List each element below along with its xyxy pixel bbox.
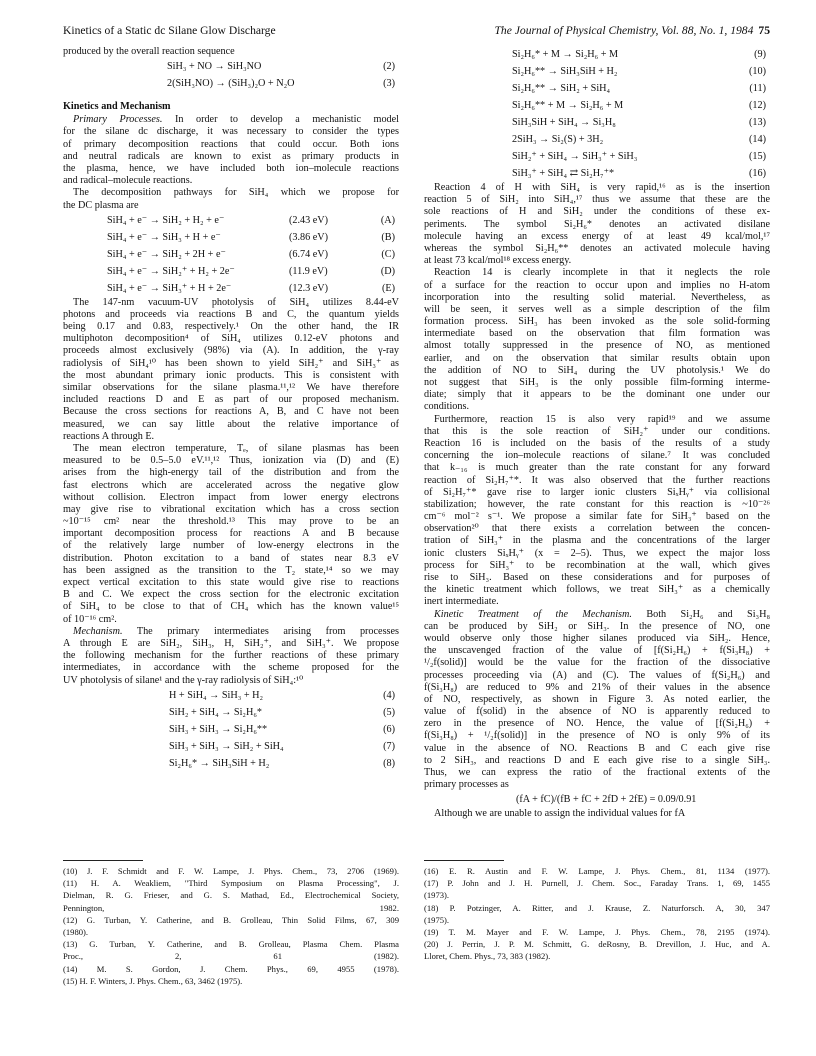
text-line: being 0.17 and 0.83, respectively.¹ On the other hand, the IR	[63, 321, 399, 333]
text-line: diate; simply that it appears to be the dominant one under our	[424, 389, 770, 401]
text-line: the following mechanism for the further reactions of these primary	[63, 650, 399, 662]
paragraph-reaction-14	[424, 267, 770, 413]
equation-number: (15)	[749, 151, 766, 162]
equation-row	[63, 246, 399, 263]
equation-number: (4)	[383, 689, 395, 701]
equation-expression: SiH₂⁺ + SiH₄ → SiH₃⁺ + SiH₃	[512, 151, 638, 162]
running-header-title: Kinetics of a Static dc Silane Glow Discharge	[63, 24, 276, 37]
equation-row	[424, 46, 770, 63]
text-line: proceeds almost exclusively (98%) via (A). In addition, the γ-ray	[63, 345, 399, 357]
text-line: The 147-nm vacuum-UV photolysis of SiH₄ utilizes 8.44-eV	[73, 296, 399, 308]
left-column	[63, 46, 399, 772]
text-line: of 10⁻¹⁶ cm².	[63, 613, 117, 625]
text-line: (11) H. A. Weakliem, "Third Symposium on Plasma Processing", J.	[63, 878, 399, 889]
equation-expression: Si₂H₆* → SiH₃SiH + H₂	[169, 757, 270, 769]
text-line: (13) G. Turban, Y. Catherine, and B. Grolleau, Plasma Chem. Plasma	[63, 939, 399, 950]
text-line: Dielman, R. G. Frieser, and G. S. Mathad, Ed., Electrochemical Society,	[63, 890, 399, 901]
footnote-rule-right	[424, 860, 504, 861]
text-line: without collision. Electron impact from lower energy electrons	[63, 491, 399, 503]
text-line: f(Si₃H₈) are reduced to 9% and 21% of their values in the absence	[424, 681, 770, 693]
text-line: (17) P. John and J. H. Purnell, J. Chem. Soc., Faraday Trans. 1, 69, 1455	[424, 878, 770, 889]
text-line: UV photolysis of silane¹ and the γ-ray radiolysis of SiH₄:¹⁰	[63, 674, 304, 686]
text-line: that this is the sole reaction of SiH₂⁺ under our conditions.	[424, 425, 770, 437]
text-line: of Si₂H₇⁺* gave rise to larger ionic clusters SiₓHᵧ⁺ via collisional	[424, 486, 770, 498]
text-line: expect vertical excitation to this state would give rise to reactions	[63, 577, 399, 588]
text-line: earlier, and on the observation that similar results obtain upon	[424, 352, 770, 364]
equation-group-a	[63, 58, 399, 92]
equation-energy: (2.43 eV)	[289, 214, 329, 226]
text-line: whereas the symbol Si₂H₆** denotes an activated molecule having	[424, 242, 770, 254]
equation-number: (D)	[380, 265, 395, 277]
text-line: of primary decomposition reactions that could occur. Both ions	[63, 138, 399, 150]
text-line: (16) E. R. Austin and F. W. Lampe, J. Phys. Chem., 81, 1134 (1977).	[424, 866, 770, 876]
equation-number: (13)	[749, 117, 766, 128]
equation-group-c	[63, 687, 399, 772]
text-line: would observe only those higher silanes produced via SiH₂. Hence,	[424, 632, 770, 644]
equation-row	[424, 148, 770, 165]
text-line: of the relatively large number of low-energy electrons in the	[63, 540, 399, 552]
equation-expression: SiH₄ + e⁻ → SiH₂ + H₂ + e⁻	[107, 214, 225, 226]
paragraph-electron-temperature	[63, 443, 399, 626]
equation-expression: SiH₃ + SiH₃ → SiH₂ + SiH₄	[169, 740, 284, 752]
text-line: may give rise to vibrational excitation which has a cross section	[63, 503, 399, 515]
paragraph-lead: Mechanism.	[73, 625, 123, 637]
text-line: B and C. We expect the cross section for the electronic excitation	[63, 589, 399, 601]
ratio-equation-text: (fA + fC)/(fB + fC + 2fD + 2fE) = 0.09/0.91	[516, 794, 697, 806]
paragraph-lead: Primary Processes.	[73, 114, 163, 126]
text-line: (10) J. F. Schmidt and F. W. Lampe, J. Phys. Chem., 73, 2706 (1969).	[63, 866, 399, 876]
equation-expression: SiH₄ + e⁻ → SiH₂⁺ + H₂ + 2e⁻	[107, 265, 235, 277]
paragraph-kinetic-treatment	[424, 609, 770, 792]
text-line	[63, 114, 399, 126]
paragraph-reaction-15	[424, 414, 770, 609]
equation-group-b	[63, 212, 399, 297]
text-line: rise to SiH₃. Based on these considerations and for purposes of	[424, 572, 770, 583]
equation-row	[63, 687, 399, 704]
paragraph-lead: Kinetic Treatment of the Mechanism.	[434, 608, 632, 620]
equation-number: (14)	[749, 134, 766, 145]
text-line: Although we are unable to assign the individual values for fA	[434, 808, 686, 820]
equation-number: (10)	[749, 66, 766, 77]
text-line: f(Si₃H₈) + ¹/₂f(solid)] in the presence of NO is only 9% of its	[424, 730, 770, 742]
text-line: can be produced by SiH₂ or SiH₃. In the presence of NO, one	[424, 620, 770, 632]
text-line: ¹/₂f(solid)] would be the value for the fraction of the dissociative	[424, 657, 770, 669]
text-line: radiolysis of SiH₄¹⁰ has been shown to yield SiH₂⁺ and SiH₃⁺ as	[63, 357, 399, 369]
paragraph-reaction-4	[424, 182, 770, 267]
text-line: stabilization; however, the rate constant for this reaction is ~10⁻²⁶	[424, 498, 770, 510]
text-line: processes proceeding via (A) and (C). The values of f(Si₂H₆) and	[424, 669, 770, 681]
text-line: tration of SiH₃⁺ in the plasma and the concentrations of the larger	[424, 535, 770, 547]
paragraph-photolysis	[63, 297, 399, 443]
intro-text: produced by the overall reaction sequence	[63, 46, 235, 57]
equation-expression: SiH₃ + SiH₃ → Si₂H₆**	[169, 723, 268, 735]
equation-expression: SiH₄ + e⁻ → SiH₃⁺ + H + 2e⁻	[107, 282, 232, 294]
equation-row	[424, 114, 770, 131]
text-line: reactions A through E.	[63, 430, 155, 442]
equation-number: (9)	[754, 49, 766, 60]
paragraph-closing	[424, 808, 770, 820]
equation-expression: H + SiH₄ → SiH₃ + H₂	[169, 689, 264, 701]
text-line: that k₋₁₆ is much greater than the rate constant for any forward	[424, 462, 770, 474]
text-line: included reactions D and E as part of our proposed mechanism.	[63, 394, 399, 406]
text-line: the plasma, hence, we have included both ion–molecule reactions	[63, 162, 399, 174]
text-line: photons and proceeds via reactions B and C, the quantum yields	[63, 308, 399, 320]
text-line: Reaction 4 of H with SiH₄ is very rapid,¹⁶ as is the insertion	[434, 182, 770, 193]
equation-number: (6)	[383, 723, 395, 735]
text-line: (20) J. Perrin, J. P. M. Schmitt, G. deRosny, B. Drevillon, J. Huc, and A.	[424, 939, 770, 950]
equation-energy: (3.86 eV)	[289, 231, 329, 243]
text-line: (14) M. S. Gordon, J. Chem. Phys., 69, 4955 (1978).	[63, 963, 399, 974]
equation-number: (7)	[383, 740, 395, 752]
equation-expression: Si₂H₆* + M → Si₂H₆ + M	[512, 49, 619, 60]
paragraph-mechanism	[63, 626, 399, 687]
equation-row	[63, 704, 399, 721]
text-line: Furthermore, reaction 15 is also very rapid¹⁹ and we assume	[434, 413, 770, 425]
equation-row	[63, 280, 399, 297]
equation-number: (16)	[749, 168, 766, 179]
text-line: molecule having an excess energy of at least 49 kcal/mol,¹⁷	[424, 230, 770, 242]
equation-number: (C)	[381, 248, 395, 260]
equation-row	[63, 212, 399, 229]
text-line: The decomposition pathways for SiH₄ which we propose for	[73, 187, 399, 199]
text-line	[63, 626, 399, 638]
text-line: ionic clusters SiₓHᵧ⁺ (x = 2–5). Thus, we expect the major loss	[424, 547, 770, 559]
equation-number: (2)	[383, 61, 395, 73]
text-line: arises from the high-energy tail of the distribution and from the	[63, 467, 399, 479]
footnotes-right	[424, 866, 770, 962]
text-line: the unscavenged fraction of the value of [f(Si₂H₆) + f(Si₃H₈) +	[424, 645, 770, 657]
equation-energy: (12.3 eV)	[289, 282, 329, 294]
equation-energy: (6.74 eV)	[289, 248, 329, 260]
text-line: Lloret, Chem. Phys., 73, 383 (1982).	[424, 951, 551, 962]
text-line: Reaction 16 is included on the basis of the results of a study	[424, 437, 770, 449]
text-line: Thus, we can express the ratio of the fractional extents of the	[424, 767, 770, 778]
right-column	[424, 46, 770, 821]
equation-expression: Si₂H₆** + M → Si₂H₆ + M	[512, 100, 624, 111]
text-line: cm⁻⁶ mol⁻² s⁻¹. We propose a similar fate for SiH₃⁺ based on the	[424, 511, 770, 523]
text-line: multiphoton decomposition⁴ of SiH₄ utilizes 0.12-eV photons and	[63, 333, 399, 345]
equation-row	[63, 75, 399, 92]
equation-number: (8)	[383, 757, 395, 769]
journal-citation: The Journal of Physical Chemistry, Vol. 88, No. 1, 1984	[494, 24, 754, 37]
text-line: incorporation into the resulting solid material. Nevertheless, as	[424, 291, 770, 303]
text-line: not suggest that SiH₃ is the only possible film-forming interme-	[424, 377, 770, 388]
text-line: concerning the ion–molecule reactions of silane.⁷ It was concluded	[424, 450, 770, 462]
text-line: of NO, respectively, as shown in Figure 3. As noted earlier, the	[424, 693, 770, 705]
text-line	[424, 609, 770, 621]
text-line: to 2 SiH₃, and reactions D and E each give rise to a single SiH₃.	[424, 754, 770, 766]
equation-number: (E)	[381, 282, 395, 294]
equation-row	[63, 721, 399, 738]
text-line: intermediates, in accordance with the scheme proposed for the	[63, 662, 399, 674]
text-line: The mean electron temperature, Tₑ, of silane plasmas has been	[73, 442, 399, 454]
text-line: will be seen, it serves well as a simple description of the film	[424, 303, 770, 315]
text-line: observation²⁰ that there exists a correlation between the concen-	[424, 523, 770, 535]
equation-number: (3)	[383, 78, 395, 90]
equation-row	[63, 755, 399, 772]
text-line: inert intermediate.	[424, 596, 499, 608]
line-text: In order to develop a mechanistic model	[174, 114, 399, 126]
text-line: conditions.	[424, 401, 469, 413]
text-line: the kinetic treatment which follows, we treat SiH₃⁺ as a chemically	[424, 584, 770, 596]
equation-expression: SiH₄ + e⁻ → SiH₃ + H + e⁻	[107, 231, 221, 243]
section-title: Kinetics and Mechanism	[63, 101, 171, 113]
text-line: (19) T. M. Mayer and F. W. Lampe, J. Phys. Chem., 78, 2195 (1974).	[424, 926, 770, 937]
equation-number: (11)	[749, 83, 766, 94]
equation-row	[63, 229, 399, 246]
text-line: measured, we can say little about the relative importance of	[63, 418, 399, 430]
text-line: periments. The symbol Si₂H₆* denotes an activated disilane	[424, 218, 770, 230]
line-text: The primary intermediates arising from processes	[136, 625, 399, 637]
text-line: (18) P. Potzinger, A. Ritter, and J. Krause, Z. Naturforsch. A, 30, 347	[424, 902, 770, 913]
equation-number: (12)	[749, 100, 766, 111]
text-line: zero in the presence of NO. Hence, the value of [f(Si₂H₆) +	[424, 718, 770, 730]
equation-expression: 2SiH₃ → Si₂(S) + 3H₂	[512, 134, 604, 145]
equation-expression: SiH₂ + SiH₄ → Si₂H₆*	[169, 706, 262, 718]
paragraph-primary-processes	[63, 114, 399, 187]
text-line: ~10⁻¹⁵ cm² near the threshold.¹³ This may prove to be an	[63, 516, 399, 528]
footnote-rule-left	[63, 860, 143, 861]
equation-group-d	[424, 46, 770, 182]
line-text: Both Si₂H₆ and Si₃H₈	[646, 608, 770, 620]
text-line: A through E are SiH₂, SiH₃, H, SiH₂⁺, and SiH₃⁺. We propose	[63, 637, 399, 649]
text-line: almost totally suppressed in the presence of NO, as mentioned	[424, 340, 770, 352]
text-line: the DC plasma are	[63, 199, 139, 211]
equation-energy: (11.9 eV)	[289, 265, 328, 277]
equation-number: (A)	[380, 214, 395, 226]
equation-row	[424, 80, 770, 97]
footnotes-left	[63, 866, 399, 986]
text-line: value of f(solid) in the absence of NO is apparently reduced to	[424, 706, 770, 718]
equation-expression: 2(SiH₃NO) → (SiH₃)₂O + N₂O	[167, 78, 295, 90]
equation-row	[424, 63, 770, 80]
text-line: similar observations for the silane plasma.¹¹,¹² We have therefore	[63, 382, 399, 393]
text-line: distribution. Photon excitation to a band of states near 8.3 eV	[63, 552, 399, 564]
text-line: sole reactions of H and SiH₂ under the conditions of these ex-	[424, 206, 770, 218]
text-line: value in the absence of NO. Reactions B and C each give rise	[424, 742, 770, 754]
text-line: (12) G. Turban, Y. Catherine, and B. Grolleau, Thin Solid Films, 67, 309	[63, 914, 399, 925]
equation-number: (B)	[381, 231, 395, 243]
text-line: Proc., 2, 61 (1982).	[63, 951, 399, 962]
running-header-journal	[494, 24, 770, 38]
text-line: measured to be 0.5–5.0 eV.¹¹,¹² Thus, ionization via (D) and (E)	[63, 455, 399, 467]
text-line: important decomposition process for reactions A and B because	[63, 528, 399, 540]
text-line: fast electrons which are accelerated across the negative glow	[63, 479, 399, 491]
text-line: of SiH₄ to be close to that of CH₄ which has the known value¹⁵	[63, 601, 399, 613]
text-line: reaction of Si₂H₇⁺*. It was also observed that the further reactions	[424, 474, 770, 486]
text-line: and neutral radicals are known to exist as primary products in	[63, 150, 399, 162]
text-line: reaction 5 of SiH₂ into SiH₄,¹⁷ thus we assume that these are the	[424, 194, 770, 206]
equation-row	[424, 97, 770, 114]
text-line: (15) H. F. Winters, J. Phys. Chem., 63, 3462 (1975).	[63, 975, 243, 986]
text-line: intermediate based on the observation that film formation was	[424, 328, 770, 340]
ratio-equation	[424, 791, 770, 808]
equation-expression: SiH₃SiH + SiH₄ → Si₃H₈	[512, 117, 616, 128]
page-number: 75	[758, 24, 770, 37]
equation-row	[424, 131, 770, 148]
text-line: formation process. SiH₃ has been invoked as the sole solid-forming	[424, 316, 770, 328]
equation-row	[63, 263, 399, 280]
text-line: has been assigned as the transition to the T₂ state,¹⁴ so we may	[63, 564, 399, 576]
paragraph-pathways	[63, 187, 399, 211]
equation-expression: Si₂H₆** → SiH₂ + SiH₄	[512, 83, 611, 94]
equation-expression: SiH₃ + NO → SiH₃NO	[167, 61, 262, 73]
equation-row	[63, 58, 399, 75]
text-line: of a surface for the reaction to occur upon and implies no H-atom	[424, 279, 770, 291]
text-line: Reaction 14 is clearly incomplete in that it neglects the role	[434, 267, 770, 279]
equation-row	[424, 165, 770, 182]
text-line: for the silane dc discharge, it was necessary to consider the types	[63, 126, 399, 138]
equation-row	[63, 738, 399, 755]
text-line: Pennington, 1982.	[63, 902, 399, 913]
text-line: the most abundant primary ionic products. This is consistent with	[63, 369, 399, 381]
text-line: the addition of NO to SiH₄ during the UV photolysis.¹ We do	[424, 364, 770, 376]
text-line: (1980).	[63, 926, 89, 937]
text-line: at least 73 kcal/mol¹⁸ excess energy.	[424, 255, 572, 267]
equation-expression: Si₂H₆** → SiH₃SiH + H₂	[512, 66, 618, 77]
text-line: Because the cross sections for reactions A, B, and C have not been	[63, 406, 399, 418]
equation-number: (5)	[383, 706, 395, 718]
text-line: process for SiH₃⁺ to be recombination at the wall, which gives	[424, 559, 770, 571]
text-line: primary processes as	[424, 779, 509, 791]
equation-expression: SiH₃⁺ + SiH₄ ⇄ Si₂H₇⁺*	[512, 168, 615, 179]
equation-expression: SiH₄ + e⁻ → SiH₂ + 2H + e⁻	[107, 248, 226, 260]
text-line: (1973).	[424, 890, 450, 901]
text-line: and radical–molecule reactions.	[63, 175, 193, 187]
text-line: (1975).	[424, 914, 450, 925]
